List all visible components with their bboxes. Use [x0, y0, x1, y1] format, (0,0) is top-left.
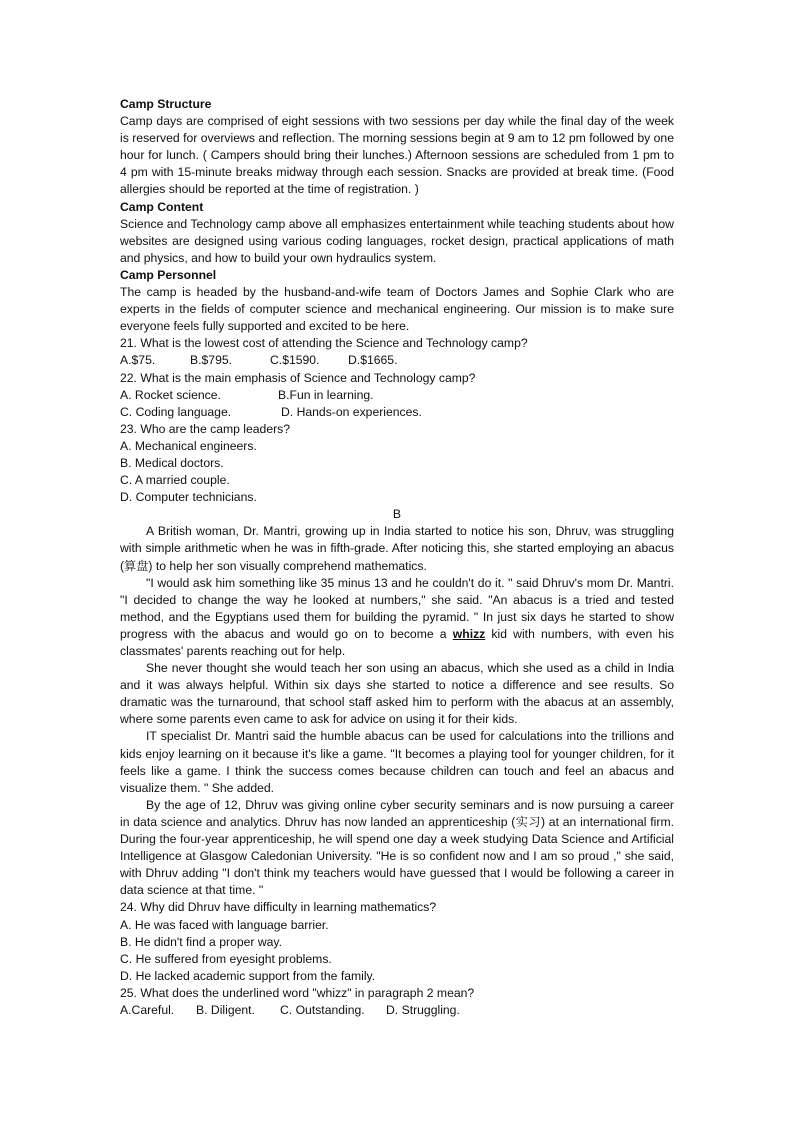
- paragraph-2-text-before: "I would ask him something like 35 minus 13 and he couldn't do it. " said Dhruv's mom Dr. Mantri. "I decided to change the way he looked at numbers," she said. "An abacus is a tried and tested method, and the Egyptians used them for building the pyramid. " In just six days he started to show progress with the abacus and would go on to become a: [120, 575, 674, 641]
- question-22-options: [120, 387, 674, 404]
- option-c: C. Coding language.: [120, 404, 232, 419]
- passage-b-paragraph-3: She never thought she would teach her son using an abacus, which she used as a child in India and it was always helpful. Within six days she started to notice a difference and see results. So dramatic was the turnaround, that school staff asked him to perform with the abacus at an assembly, where some parents even came to ask for advice on using it for their kids.: [120, 661, 674, 727]
- question-21: 21. What is the lowest cost of attending the Science and Technology camp?: [120, 336, 528, 351]
- passage-b-paragraph-4: IT specialist Dr. Mantri said the humble abacus can be used for calculations into the trillions and kids enjoy learning on it because it's like a game. "It becomes a playing tool for younger children, for it feels like a game. I think the success comes because children can touch and feel an abacus and visualize them. " She added.: [120, 729, 674, 795]
- option-b: B.$795.: [190, 353, 233, 368]
- option-d: D. Struggling.: [386, 1002, 460, 1017]
- option-b: B. Medical doctors.: [120, 455, 224, 470]
- camp-content-heading: Camp Content: [120, 199, 204, 214]
- passage-b-paragraph-1: A British woman, Dr. Mantri, growing up in India started to notice his son, Dhruv, was struggling with simple arithmetic when he was in fifth-grade. After noticing this, she started employing an abacus (算盘) to help her son visually comprehend mathematics.: [120, 524, 674, 573]
- option-c: C. Outstanding.: [280, 1002, 365, 1017]
- camp-content-text: Science and Technology camp above all emphasizes entertainment while teaching students about how websites are designed using various coding languages, rocket design, practical applications of math and physics, and how to build your own hydraulics system.: [120, 216, 674, 265]
- option-b: B. He didn't find a proper way.: [120, 934, 282, 949]
- option-c: C. He suffered from eyesight problems.: [120, 951, 332, 966]
- camp-personnel-text: The camp is headed by the husband-and-wife team of Doctors James and Sophie Clark who are experts in the fields of computer science and mechanical engineering. Our mission is to make sure everyone feels fully supported and excited to be here.: [120, 285, 674, 334]
- paragraph-2-text-after: kid with numbers, with even his classmates' parents reaching out for help.: [120, 626, 675, 658]
- question-22-options-2: [120, 404, 674, 421]
- camp-structure-text: Camp days are comprised of eight sessions with two sessions per day while the final day of the week is reserved for overviews and reflection. The morning sessions begin at 9 am to 12 pm followed by one hour for lunch. ( Campers should bring their lunches.) Afternoon sessions are scheduled from 1 pm to 4 pm with 15-minute breaks midway through each session. Snacks are provided at break time. (Food allergies should be reported at the time of registration. ): [120, 114, 674, 197]
- option-d: D. Hands-on experiences.: [281, 404, 422, 419]
- camp-personnel-heading: Camp Personnel: [120, 267, 217, 282]
- section-b-label: B: [392, 507, 402, 522]
- question-22: 22. What is the main emphasis of Science and Technology camp?: [120, 370, 476, 385]
- question-21-options: [120, 352, 674, 369]
- passage-b-paragraph-2: [120, 575, 674, 660]
- passage-b-paragraph-5: By the age of 12, Dhruv was giving online cyber security seminars and is now pursuing a career in data science and analytics. Dhruv has now landed an apprenticeship (实习) at an international firm. During the four-year apprenticeship, he will spend one day a week studying Data Science and Artificial Intelligence at Glasgow Caledonian University. "He is so confident now and I am so proud ," she said, with Dhruv adding "I don't think my teachers would have guessed that I would be following a career in data science at that time. ": [120, 797, 674, 898]
- question-25-options: [120, 1002, 674, 1019]
- option-b: B. Diligent.: [196, 1002, 255, 1017]
- option-d: D. He lacked academic support from the family.: [120, 968, 376, 983]
- question-23: 23. Who are the camp leaders?: [120, 421, 291, 436]
- option-a: A. He was faced with language barrier.: [120, 917, 329, 932]
- question-25: 25. What does the underlined word "whizz" in paragraph 2 mean?: [120, 985, 475, 1000]
- option-a: A. Rocket science.: [120, 387, 221, 402]
- option-a: A. Mechanical engineers.: [120, 438, 257, 453]
- option-c: C.$1590.: [270, 353, 320, 368]
- document-page: [120, 96, 674, 1019]
- option-d: D. Computer technicians.: [120, 490, 257, 505]
- option-a: A.$75.: [120, 353, 156, 368]
- camp-structure-heading: Camp Structure: [120, 97, 212, 111]
- option-c: C. A married couple.: [120, 473, 230, 488]
- option-a: A.Careful.: [120, 1002, 175, 1017]
- underlined-word-whizz: whizz: [452, 626, 486, 641]
- question-24: 24. Why did Dhruv have difficulty in learning mathematics?: [120, 900, 437, 915]
- option-d: D.$1665.: [348, 353, 398, 368]
- option-b: B.Fun in learning.: [278, 387, 374, 402]
